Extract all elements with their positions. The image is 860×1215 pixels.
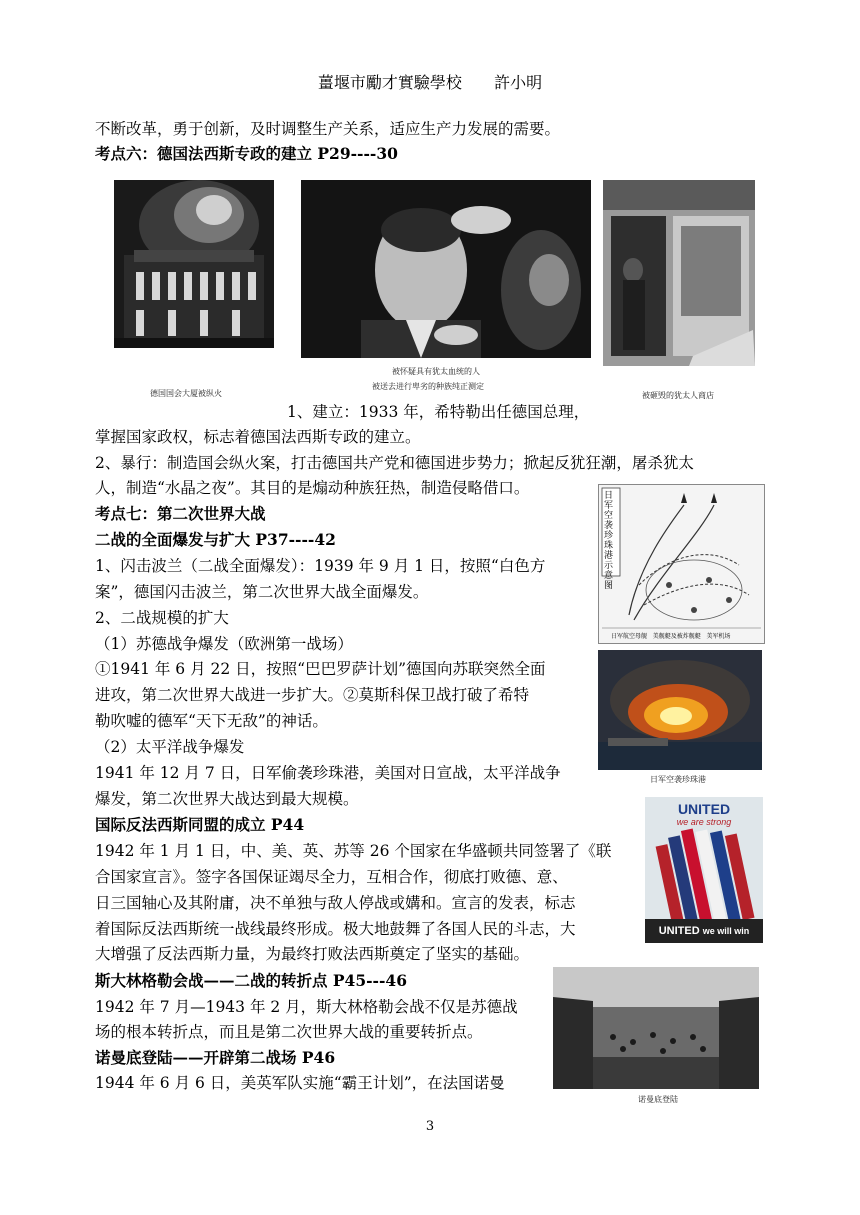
text-line: （1）苏德战争爆发（欧洲第一战场） [95, 635, 353, 653]
reichstag-fire-photo [114, 180, 274, 348]
text-line: 着国际反法西斯统一战线最终形成。极大地鼓舞了各国人民的斗志，大 [95, 920, 576, 938]
text-line: 日三国轴心及其附庸，决不单独与敌人停战或媾和。宣言的发表，标志 [95, 894, 576, 912]
destroyed-shop-photo [603, 180, 755, 366]
text-line: （2）太平洋战争爆发 [95, 738, 245, 756]
text-line: 勒吹嘘的德军“天下无敌”的神话。 [95, 712, 328, 730]
normandy-landing-photo [553, 967, 759, 1089]
subheading-war-outbreak: 二战的全面爆发与扩大 P37----42 [95, 530, 336, 549]
text-line: 不断改革，勇于创新，及时调整生产关系，适应生产力发展的需要。 [95, 120, 561, 138]
map-legend-1: 日军航空母舰 [611, 633, 648, 640]
text-line: 1942 年 7 月—1943 年 2 月，斯大林格勒会战不仅是苏德战 [95, 998, 518, 1016]
text-line: 2、暴行：制造国会纵火案，打击德国共产党和德国进步势力；掀起反犹狂潮，屠杀犹太 [95, 454, 694, 472]
text-line: ①1941 年 6 月 22 日，按照“巴巴罗萨计划”德国向苏联突然全面 [95, 660, 546, 678]
caption-normandy: 诺曼底登陆 [638, 1095, 678, 1104]
text-line: 场的根本转折点，而且是第二次世界大战的重要转折点。 [95, 1023, 483, 1041]
text-line: 案”，德国闪击波兰，第二次世界大战全面爆发。 [95, 583, 429, 601]
text-line: 人，制造“水晶之夜”。其目的是煽动种族狂热，制造侵略借口。 [95, 479, 530, 497]
subheading-stalingrad: 斯大林格勒会战——二战的转折点 P45---46 [95, 971, 407, 990]
map-legend-2: 美舰艇及被炸舰艇 [652, 633, 701, 640]
subheading-normandy: 诺曼底登陆——开辟第二战场 P46 [95, 1048, 336, 1067]
text-line: 掌握国家政权，标志着德国法西斯专政的建立。 [95, 428, 421, 446]
poster-bottom-text-1: UNITED [658, 925, 700, 937]
caption-shop: 被砸毁的犹太人商店 [642, 391, 714, 400]
text-line: 大增强了反法西斯力量，为最终打败法西斯奠定了坚实的基础。 [95, 945, 530, 963]
poster-top-text-1: UNITED [677, 801, 731, 817]
caption-measurement-1: 被怀疑具有犹太血统的人 [392, 367, 480, 376]
text-line: 进攻，第二次世界大战进一步扩大。②莫斯科保卫战打破了希特 [95, 686, 530, 704]
section-heading-6: 考点六：德国法西斯专政的建立 P29----30 [95, 144, 398, 163]
united-poster [645, 797, 763, 943]
text-line: 2、二战规模的扩大 [95, 609, 229, 627]
text-line: 1941 年 12 月 7 日，日军偷袭珍珠港，美国对日宣战，太平洋战争 [95, 764, 561, 782]
text-line: 1944 年 6 月 6 日，美英军队实施“霸王计划”，在法国诺曼 [95, 1074, 505, 1092]
map-title: 日军空袭珍珠港示意图 [604, 491, 614, 591]
caption-pearl-harbor: 日军空袭珍珠港 [650, 775, 706, 784]
pearl-harbor-photo [598, 650, 762, 770]
text-line: 合国家宣言》。签字各国保证竭尽全力，互相合作，彻底打败德、意、 [95, 868, 568, 886]
text-line: 1942 年 1 月 1 日，中、美、英、苏等 26 个国家在华盛顿共同签署了《联 [95, 842, 612, 860]
text-line: 爆发，第二次世界大战达到最大规模。 [95, 790, 359, 808]
pearl-harbor-map [598, 484, 765, 644]
caption-measurement-2: 被送去进行卑劣的种族纯正测定 [372, 382, 484, 391]
caption-reichstag: 德国国会大厦被纵火 [150, 389, 222, 398]
header-school: 薑堰市勵才實驗學校 [317, 73, 462, 92]
section-heading-7: 考点七：第二次世界大战 [95, 504, 266, 523]
poster-top-text-2: we are strong [676, 817, 732, 827]
header-author: 許小明 [494, 73, 543, 92]
racial-measurement-photo [301, 180, 591, 358]
page-header [0, 70, 860, 93]
poster-bottom-text-2: we will win [702, 926, 750, 936]
text-line: 1、闪击波兰（二战全面爆发）：1939 年 9 月 1 日，按照“白色方 [95, 557, 546, 575]
subheading-alliance: 国际反法西斯同盟的成立 P44 [95, 815, 305, 834]
page-number: 3 [425, 1119, 435, 1134]
text-line: 1、建立：1933 年，希特勒出任德国总理， [287, 403, 590, 421]
map-legend-3: 美军机场 [706, 633, 731, 640]
